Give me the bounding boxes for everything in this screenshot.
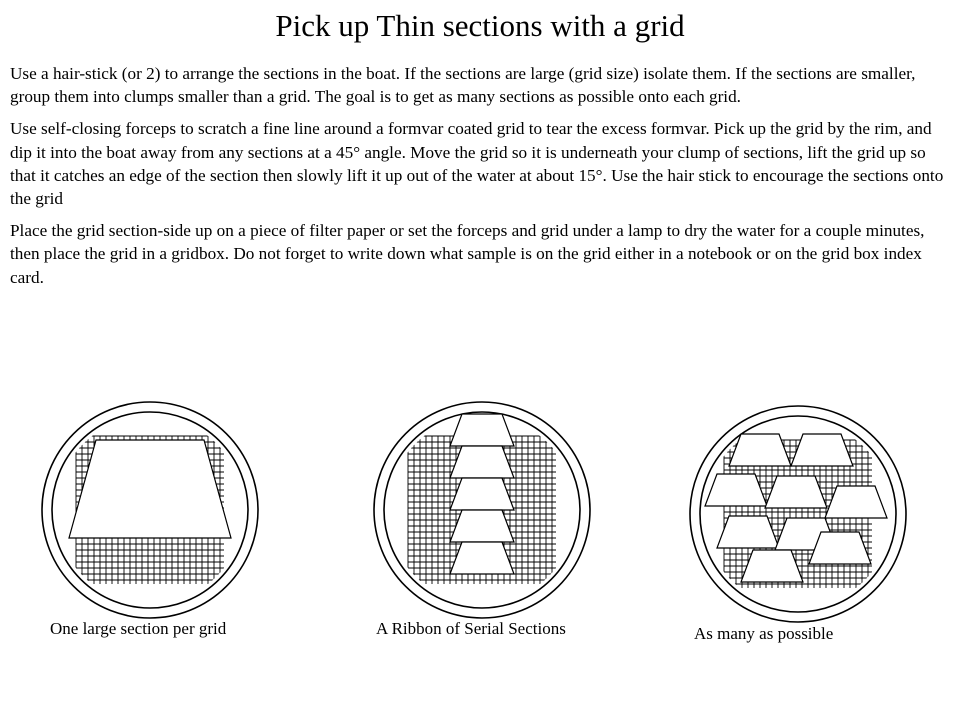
paragraph-dry-and-store: Place the grid section-side up on a piece of filter paper or set the forceps and grid under a lamp to dry the water for a couple minutes, then place the grid in a gridbox. Do not forget to write down what sample is on the grid either in a notebook or on the grid box index card. — [10, 221, 925, 287]
serial-section-2 — [450, 446, 514, 478]
paragraph-arrange-sections: Use a hair-stick (or 2) to arrange the sections in the boat. If the sections are large (grid size) isolate them. If the sections are smaller, group them into clumps smaller than a grid. The goal is to get as many sections as possible onto each grid. — [10, 64, 916, 107]
caption-one-large-section: One large section per grid — [50, 619, 227, 638]
grid-ribbon-serial-sections-figure — [372, 400, 592, 620]
caption-ribbon-serial-sections: A Ribbon of Serial Sections — [376, 619, 566, 638]
large-section — [69, 440, 231, 538]
caption-as-many-as-possible: As many as possible — [694, 624, 834, 643]
paragraph-pick-up-grid: Use self-closing forceps to scratch a fine line around a formvar coated grid to tear the excess formvar. Pick up the grid by the rim, and dip it into the boat away from any sections at a 45° angle. Move the grid so it is underneath your clump of sections, lift the grid up so that it catches an edge of the section then slowly lift it up out of the water at about 15°. Use the hair stick to encourage the sections onto the grid — [10, 119, 944, 209]
grid-figures — [0, 390, 960, 690]
serial-section-3 — [450, 478, 514, 510]
slide-title: Pick up Thin sections with a grid — [275, 8, 685, 43]
instructions-text — [10, 62, 945, 298]
serial-section-1 — [450, 414, 514, 446]
grid-one-large-section-figure — [40, 400, 260, 620]
grid-as-many-as-possible-figure — [688, 404, 908, 624]
serial-section-4 — [450, 510, 514, 542]
serial-section-5 — [450, 542, 514, 574]
